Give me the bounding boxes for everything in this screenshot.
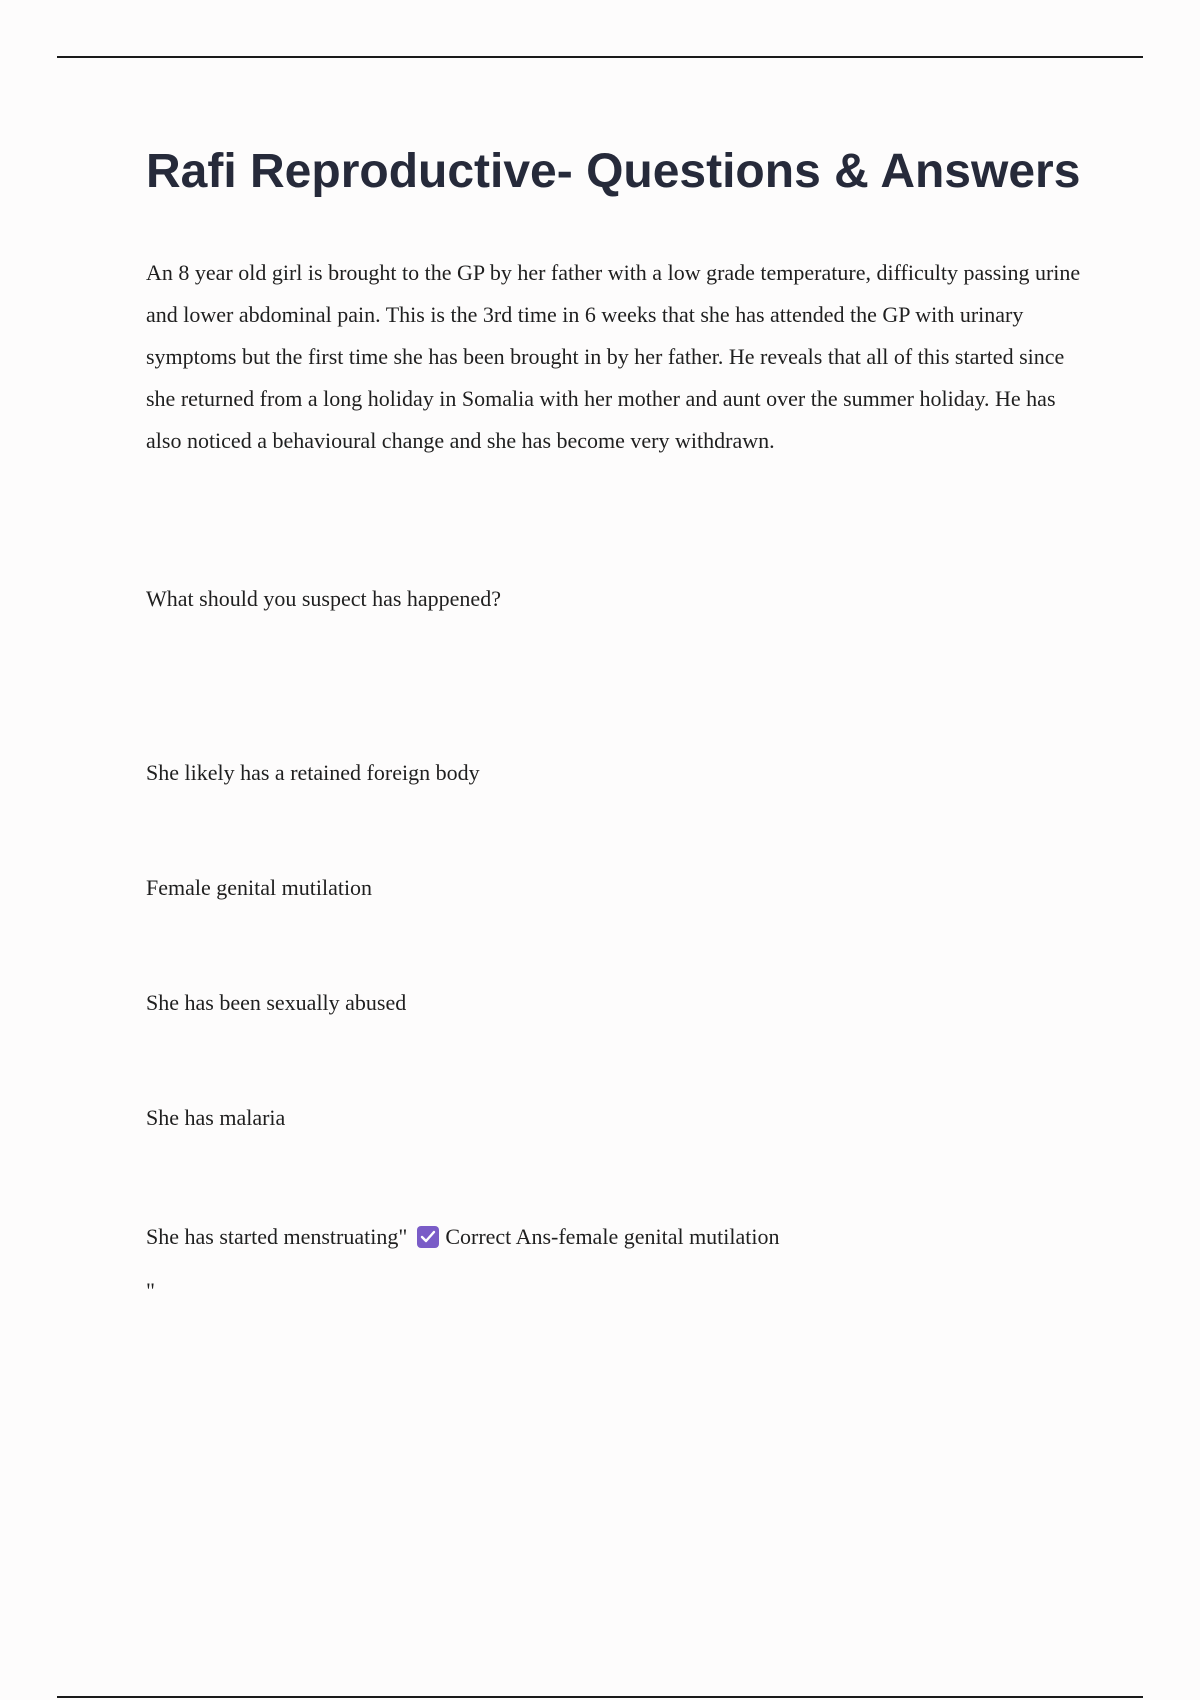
answer-option: Female genital mutilation [146,875,373,900]
answer-option: She has been sexually abused [146,990,407,1015]
answer-option: She has malaria [146,1105,286,1130]
answer-option: She likely has a retained foreign body [146,760,480,785]
checkbox-checked-icon [417,1226,439,1248]
top-divider [57,56,1143,58]
question-prompt: What should you suspect has happened? [146,586,501,611]
correct-answer-text: Correct Ans-female genital mutilation [445,1224,780,1249]
answer-line [146,1216,780,1258]
answer-option: She has started menstruating" [146,1224,408,1249]
bottom-divider [57,1696,1143,1698]
question-text: An 8 year old girl is brought to the GP by her father with a low grade temperature, difficulty passing urine and lower abdominal pain. This is the 3rd time in 6 weeks that she has attended the GP with urinary symptoms but the first time she has been brought in by her father. He reveals that all of this started since she returned from a long holiday in Somalia with her mother and aunt over the summer holiday. He has also noticed a behavioural change and she has become very withdrawn. [146,260,1081,453]
trailing-quote-mark: " [146,1278,155,1303]
page-title: Rafi Reproductive- Questions & Answers [146,145,1081,198]
